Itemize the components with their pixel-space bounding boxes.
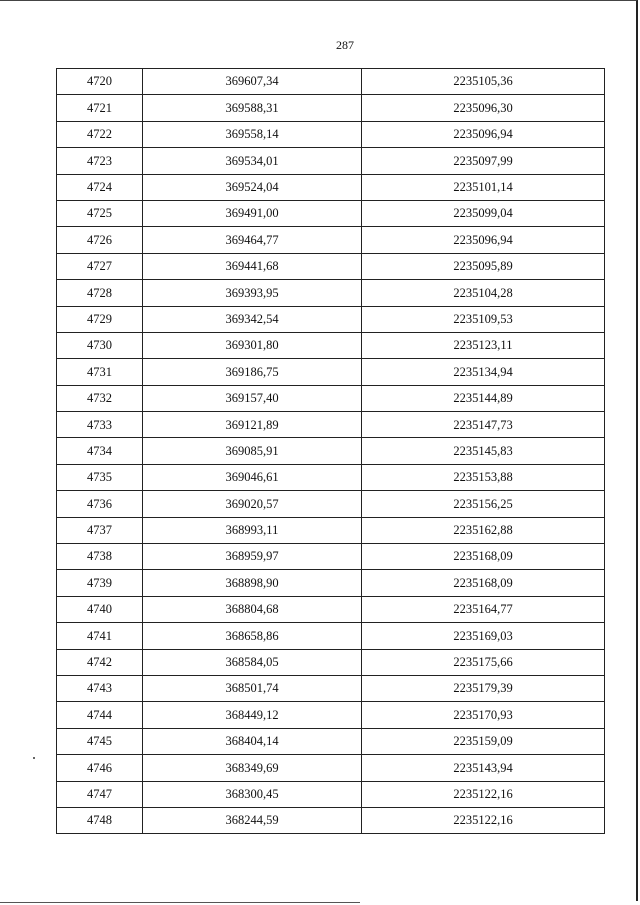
- y-coordinate-cell: 2235101,14: [362, 174, 605, 200]
- point-number-cell: 4732: [57, 385, 143, 411]
- x-coordinate-cell: 369534,01: [143, 148, 362, 174]
- point-number-cell: 4728: [57, 280, 143, 306]
- y-coordinate-cell: 2235179,39: [362, 675, 605, 701]
- x-coordinate-cell: 369157,40: [143, 385, 362, 411]
- table-row: [57, 306, 605, 332]
- x-coordinate-cell: 369301,80: [143, 332, 362, 358]
- point-number-cell: 4736: [57, 491, 143, 517]
- table-row: [57, 544, 605, 570]
- y-coordinate-cell: 2235159,09: [362, 728, 605, 754]
- x-coordinate-cell: 369046,61: [143, 464, 362, 490]
- point-number-cell: 4735: [57, 464, 143, 490]
- table-row: [57, 412, 605, 438]
- point-number-cell: 4726: [57, 227, 143, 253]
- table-row: [57, 755, 605, 781]
- table-row: [57, 69, 605, 95]
- point-number-cell: 4737: [57, 517, 143, 543]
- table-row: [57, 253, 605, 279]
- point-number-cell: 4733: [57, 412, 143, 438]
- point-number-cell: 4744: [57, 702, 143, 728]
- coordinates-table-body: [57, 69, 605, 834]
- x-coordinate-cell: 368898,90: [143, 570, 362, 596]
- table-row: [57, 570, 605, 596]
- x-coordinate-cell: 369588,31: [143, 95, 362, 121]
- table-row: [57, 649, 605, 675]
- x-coordinate-cell: 369558,14: [143, 121, 362, 147]
- point-number-cell: 4740: [57, 596, 143, 622]
- x-coordinate-cell: 368300,45: [143, 781, 362, 807]
- x-coordinate-cell: 369441,68: [143, 253, 362, 279]
- y-coordinate-cell: 2235096,30: [362, 95, 605, 121]
- table-row: [57, 174, 605, 200]
- y-coordinate-cell: 2235162,88: [362, 517, 605, 543]
- point-number-cell: 4745: [57, 728, 143, 754]
- table-row: [57, 623, 605, 649]
- x-coordinate-cell: 368449,12: [143, 702, 362, 728]
- y-coordinate-cell: 2235099,04: [362, 200, 605, 226]
- y-coordinate-cell: 2235153,88: [362, 464, 605, 490]
- y-coordinate-cell: 2235096,94: [362, 121, 605, 147]
- table-row: [57, 385, 605, 411]
- y-coordinate-cell: 2235168,09: [362, 570, 605, 596]
- point-number-cell: 4730: [57, 332, 143, 358]
- coordinates-table: [56, 68, 605, 834]
- point-number-cell: 4742: [57, 649, 143, 675]
- x-coordinate-cell: 368244,59: [143, 807, 362, 833]
- y-coordinate-cell: 2235145,83: [362, 438, 605, 464]
- point-number-cell: 4746: [57, 755, 143, 781]
- x-coordinate-cell: 369464,77: [143, 227, 362, 253]
- table-row: [57, 675, 605, 701]
- y-coordinate-cell: 2235105,36: [362, 69, 605, 95]
- table-row: [57, 200, 605, 226]
- x-coordinate-cell: 369121,89: [143, 412, 362, 438]
- point-number-cell: 4739: [57, 570, 143, 596]
- table-row: [57, 95, 605, 121]
- y-coordinate-cell: 2235122,16: [362, 781, 605, 807]
- x-coordinate-cell: 368584,05: [143, 649, 362, 675]
- y-coordinate-cell: 2235095,89: [362, 253, 605, 279]
- point-number-cell: 4747: [57, 781, 143, 807]
- point-number-cell: 4721: [57, 95, 143, 121]
- bottom-rule: [0, 902, 360, 903]
- x-coordinate-cell: 368349,69: [143, 755, 362, 781]
- table-row: [57, 807, 605, 833]
- x-coordinate-cell: 369020,57: [143, 491, 362, 517]
- point-number-cell: 4727: [57, 253, 143, 279]
- table-row: [57, 596, 605, 622]
- y-coordinate-cell: 2235122,16: [362, 807, 605, 833]
- table-row: [57, 438, 605, 464]
- y-coordinate-cell: 2235097,99: [362, 148, 605, 174]
- point-number-cell: 4743: [57, 675, 143, 701]
- point-number-cell: 4738: [57, 544, 143, 570]
- point-number-cell: 4723: [57, 148, 143, 174]
- table-row: [57, 280, 605, 306]
- y-coordinate-cell: 2235156,25: [362, 491, 605, 517]
- x-coordinate-cell: 368501,74: [143, 675, 362, 701]
- point-number-cell: 4720: [57, 69, 143, 95]
- y-coordinate-cell: 2235096,94: [362, 227, 605, 253]
- y-coordinate-cell: 2235168,09: [362, 544, 605, 570]
- y-coordinate-cell: 2235175,66: [362, 649, 605, 675]
- table-row: [57, 121, 605, 147]
- page-number: 287: [336, 38, 354, 52]
- table-row: [57, 332, 605, 358]
- y-coordinate-cell: 2235134,94: [362, 359, 605, 385]
- x-coordinate-cell: 368993,11: [143, 517, 362, 543]
- y-coordinate-cell: 2235109,53: [362, 306, 605, 332]
- x-coordinate-cell: 368804,68: [143, 596, 362, 622]
- y-coordinate-cell: 2235123,11: [362, 332, 605, 358]
- x-coordinate-cell: 369607,34: [143, 69, 362, 95]
- point-number-cell: 4729: [57, 306, 143, 332]
- x-coordinate-cell: 369491,00: [143, 200, 362, 226]
- point-number-cell: 4731: [57, 359, 143, 385]
- point-number-cell: 4724: [57, 174, 143, 200]
- y-coordinate-cell: 2235144,89: [362, 385, 605, 411]
- y-coordinate-cell: 2235169,03: [362, 623, 605, 649]
- table-row: [57, 517, 605, 543]
- table-row: [57, 491, 605, 517]
- x-coordinate-cell: 368404,14: [143, 728, 362, 754]
- y-coordinate-cell: 2235170,93: [362, 702, 605, 728]
- x-coordinate-cell: 369186,75: [143, 359, 362, 385]
- x-coordinate-cell: 368658,86: [143, 623, 362, 649]
- table-row: [57, 702, 605, 728]
- point-number-cell: 4725: [57, 200, 143, 226]
- x-coordinate-cell: 369342,54: [143, 306, 362, 332]
- x-coordinate-cell: 369393,95: [143, 280, 362, 306]
- point-number-cell: 4741: [57, 623, 143, 649]
- point-number-cell: 4734: [57, 438, 143, 464]
- y-coordinate-cell: 2235104,28: [362, 280, 605, 306]
- x-coordinate-cell: 368959,97: [143, 544, 362, 570]
- table-row: [57, 227, 605, 253]
- table-row: [57, 464, 605, 490]
- x-coordinate-cell: 369085,91: [143, 438, 362, 464]
- y-coordinate-cell: 2235143,94: [362, 755, 605, 781]
- margin-mark: [33, 757, 35, 759]
- table-row: [57, 728, 605, 754]
- x-coordinate-cell: 369524,04: [143, 174, 362, 200]
- table-row: [57, 359, 605, 385]
- point-number-cell: 4722: [57, 121, 143, 147]
- y-coordinate-cell: 2235147,73: [362, 412, 605, 438]
- point-number-cell: 4748: [57, 807, 143, 833]
- y-coordinate-cell: 2235164,77: [362, 596, 605, 622]
- table-row: [57, 148, 605, 174]
- table-row: [57, 781, 605, 807]
